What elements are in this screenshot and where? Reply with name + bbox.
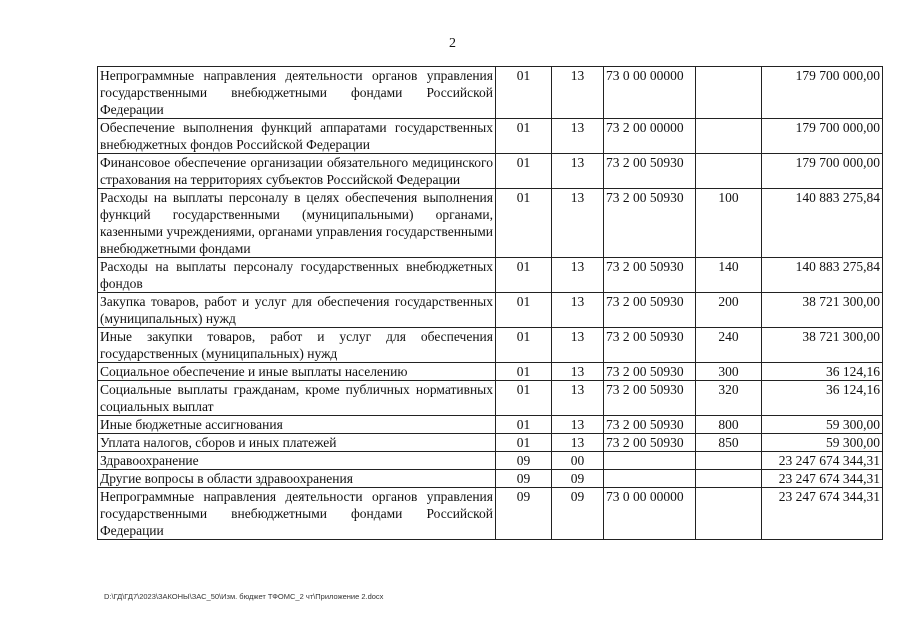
table-row [98,293,883,328]
section-code-cell: 01 [496,154,552,189]
table-row [98,119,883,154]
section-code-cell: 01 [496,293,552,328]
section-code-cell: 01 [496,416,552,434]
expense-type-cell: 100 [696,189,762,258]
amount-cell: 38 721 300,00 [762,328,883,363]
section-code-cell: 09 [496,470,552,488]
table-row [98,470,883,488]
amount-cell: 179 700 000,00 [762,119,883,154]
target-article-cell: 73 2 00 00000 [604,119,696,154]
expense-type-cell: 300 [696,363,762,381]
target-article-cell: 73 2 00 50930 [604,363,696,381]
target-article-cell: 73 0 00 00000 [604,488,696,540]
subsection-code-cell: 09 [552,470,604,488]
subsection-code-cell: 13 [552,119,604,154]
budget-table [97,66,883,540]
row-name-cell: Расходы на выплаты персоналу в целях обеспечения выполнения функций государственными (муниципальными) органами, казенными учреждениями, органами управления государственными внебюджетными фондами [98,189,496,258]
amount-cell: 36 124,16 [762,381,883,416]
section-code-cell: 01 [496,258,552,293]
table-row [98,328,883,363]
budget-table-body [98,67,883,540]
section-code-cell: 01 [496,434,552,452]
row-name-cell: Другие вопросы в области здравоохранения [98,470,496,488]
row-name-cell: Здравоохранение [98,452,496,470]
row-name-cell: Социальные выплаты гражданам, кроме публичных нормативных социальных выплат [98,381,496,416]
subsection-code-cell: 13 [552,416,604,434]
section-code-cell: 01 [496,328,552,363]
subsection-code-cell: 09 [552,488,604,540]
section-code-cell: 01 [496,119,552,154]
table-row [98,416,883,434]
expense-type-cell [696,452,762,470]
amount-cell: 179 700 000,00 [762,67,883,119]
section-code-cell: 01 [496,363,552,381]
table-row [98,154,883,189]
subsection-code-cell: 13 [552,328,604,363]
expense-type-cell [696,470,762,488]
table-row [98,488,883,540]
table-row [98,189,883,258]
amount-cell: 59 300,00 [762,434,883,452]
row-name-cell: Обеспечение выполнения функций аппаратами государственных внебюджетных фондов Российской Федерации [98,119,496,154]
file-path-footer: D:\ГД\ГД7\2023\ЗАКОНЫ\ЗАС_50\Изм. бюджет ТФОМС_2 чт\Приложение 2.docx [104,592,384,601]
amount-cell: 179 700 000,00 [762,154,883,189]
section-code-cell: 01 [496,189,552,258]
amount-cell: 59 300,00 [762,416,883,434]
expense-type-cell [696,488,762,540]
subsection-code-cell: 13 [552,293,604,328]
subsection-code-cell: 13 [552,67,604,119]
target-article-cell: 73 2 00 50930 [604,416,696,434]
row-name-cell: Закупка товаров, работ и услуг для обеспечения государственных (муниципальных) нужд [98,293,496,328]
table-row [98,434,883,452]
amount-cell: 23 247 674 344,31 [762,470,883,488]
row-name-cell: Уплата налогов, сборов и иных платежей [98,434,496,452]
row-name-cell: Финансовое обеспечение организации обязательного медицинского страхования на территориях субъектов Российской Федерации [98,154,496,189]
target-article-cell [604,470,696,488]
target-article-cell: 73 2 00 50930 [604,293,696,328]
row-name-cell: Непрограммные направления деятельности органов управления государственными внебюджетными фондами Российской Федерации [98,488,496,540]
amount-cell: 140 883 275,84 [762,189,883,258]
table-row [98,258,883,293]
expense-type-cell: 320 [696,381,762,416]
amount-cell: 36 124,16 [762,363,883,381]
subsection-code-cell: 13 [552,434,604,452]
amount-cell: 23 247 674 344,31 [762,452,883,470]
row-name-cell: Непрограммные направления деятельности органов управления государственными внебюджетными фондами Российской Федерации [98,67,496,119]
subsection-code-cell: 13 [552,381,604,416]
row-name-cell: Расходы на выплаты персоналу государственных внебюджетных фондов [98,258,496,293]
table-row [98,363,883,381]
target-article-cell [604,452,696,470]
expense-type-cell: 140 [696,258,762,293]
section-code-cell: 01 [496,67,552,119]
section-code-cell: 09 [496,488,552,540]
row-name-cell: Иные закупки товаров, работ и услуг для обеспечения государственных (муниципальных) нужд [98,328,496,363]
subsection-code-cell: 13 [552,154,604,189]
subsection-code-cell: 00 [552,452,604,470]
table-row [98,452,883,470]
expense-type-cell [696,67,762,119]
target-article-cell: 73 2 00 50930 [604,154,696,189]
subsection-code-cell: 13 [552,189,604,258]
amount-cell: 38 721 300,00 [762,293,883,328]
expense-type-cell: 800 [696,416,762,434]
expense-type-cell [696,154,762,189]
subsection-code-cell: 13 [552,258,604,293]
amount-cell: 23 247 674 344,31 [762,488,883,540]
section-code-cell: 01 [496,381,552,416]
section-code-cell: 09 [496,452,552,470]
expense-type-cell: 240 [696,328,762,363]
page-number: 2 [449,36,456,51]
target-article-cell: 73 2 00 50930 [604,258,696,293]
expense-type-cell: 850 [696,434,762,452]
table-row [98,381,883,416]
row-name-cell: Социальное обеспечение и иные выплаты населению [98,363,496,381]
table-row [98,67,883,119]
expense-type-cell [696,119,762,154]
row-name-cell: Иные бюджетные ассигнования [98,416,496,434]
amount-cell: 140 883 275,84 [762,258,883,293]
target-article-cell: 73 0 00 00000 [604,67,696,119]
subsection-code-cell: 13 [552,363,604,381]
target-article-cell: 73 2 00 50930 [604,434,696,452]
target-article-cell: 73 2 00 50930 [604,189,696,258]
target-article-cell: 73 2 00 50930 [604,381,696,416]
expense-type-cell: 200 [696,293,762,328]
target-article-cell: 73 2 00 50930 [604,328,696,363]
